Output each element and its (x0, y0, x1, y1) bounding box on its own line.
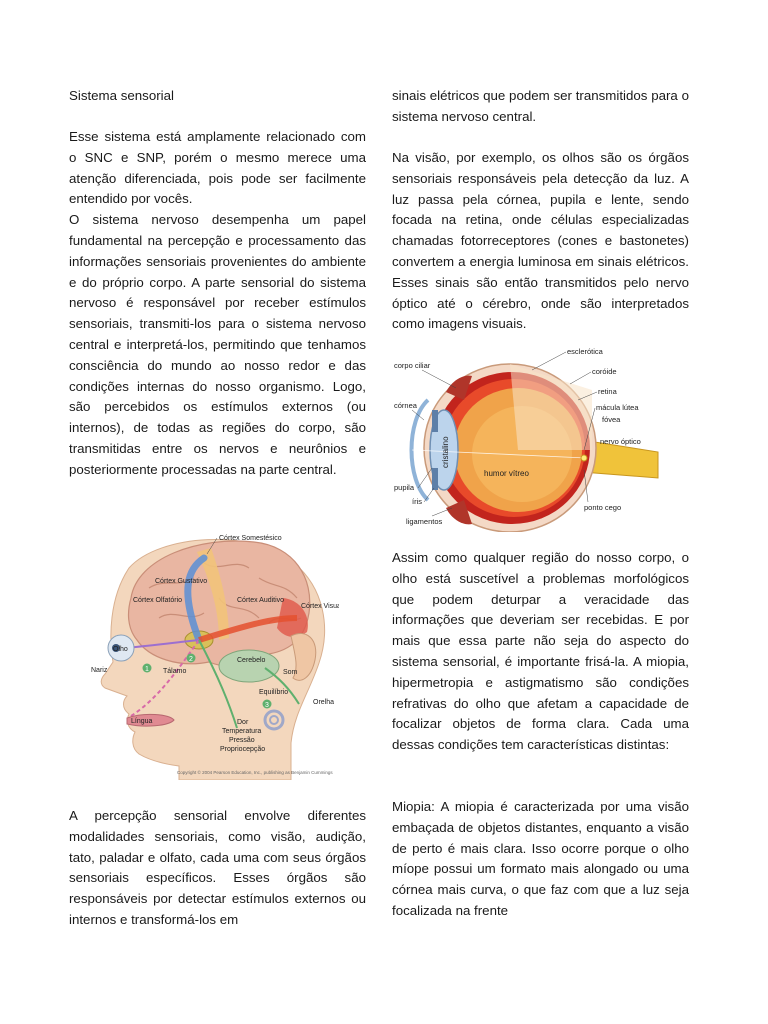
marker-3: 3 (265, 702, 269, 709)
label-pressao: Pressão (229, 737, 255, 744)
label-esclerotica: esclerótica (567, 347, 603, 356)
label-cerebelo: Cerebelo (237, 657, 266, 664)
paragraph-problemas: Assim como qualquer região do nosso corpo, o olho está suscetível a problemas morfológicos que podem deturpar a veracidade das informações que deveriam ser recebidas. E por mais que essa parte não seja do aspecto do sistema sensorial, é importante frisá-la. A miopia, hipermetropia e astigmatismo são condições refrativas do olho que afetam a capacidade de focalizar objetos de forma clara. Cada uma dessas condições tem características distintas: (392, 550, 689, 753)
eye-anatomy-figure (392, 340, 660, 537)
brain-senses-illustration (69, 528, 339, 780)
eye-anatomy-illustration (392, 340, 660, 532)
brain-senses-figure (69, 528, 339, 785)
label-cortex-olfatorio: Córtex Olfatório (133, 597, 183, 604)
copyright-note: Copyright © 2004 Pearson Education, Inc., publishing as Benjamin Cummings (177, 770, 333, 775)
label-equilibrio: Equilíbrio (259, 689, 289, 696)
label-coroide: coróide (592, 367, 617, 376)
paragraph-sistema-nervoso: O sistema nervoso desempenha um papel fundamental na percepção e processamento das informações sensoriais provenientes do ambiente e do próprio corpo. A parte sensorial do sistema nervoso é responsável por receber estímulos sensoriais, transmiti-los para o sistema nervoso central e interpretá-los, permitindo que tenhamos consciência do mundo ao nosso redor e das condições internas do nosso organismo. Logo, são percebidos os estímulos externos (ou internos), de todas as regiões do corpo, são transmitidas entre os nervos e neurônios e posteriormente processadas na parte central. (69, 212, 366, 477)
label-olho: Olho (113, 646, 128, 653)
marker-2: 2 (189, 656, 193, 663)
label-orelha: Orelha (313, 699, 335, 706)
section-title: Sistema sensorial (69, 88, 174, 103)
paragraph-miopia: Miopia: A miopia é caracterizada por uma visão embaçada de objetos distantes, enquanto a visão de perto é mais clara. Isso ocorre porque o olho míope possui um formato mais alongado ou uma córnea mais curva, o que faz com que a luz seja focalizada na frente (392, 799, 689, 918)
label-cortex-visual: Córtex Visual (301, 603, 339, 610)
label-pupila: pupila (394, 483, 415, 492)
cerebellum (219, 650, 279, 682)
label-lingua: Língua (131, 718, 153, 725)
label-dor: Dor (237, 719, 249, 726)
label-cristalino: cristalino (441, 436, 450, 468)
label-iris: íris (412, 497, 422, 506)
label-ligamentos: ligamentos (406, 517, 443, 526)
label-humor-vitreo: humor vítreo (484, 469, 529, 478)
paragraph-visao: Na visão, por exemplo, os olhos são os órgãos sensoriais responsáveis pela detecção da luz. A luz passa pela córnea, pupila e lente, sendo focada na retina, onde células especializadas chamadas fotorreceptores (cones e bastonetes) convertem a energia luminosa em sinais elétricos. Esses sinais são então transmitidos pelo nervo óptico até o cérebro, onde são interpretados como imagens visuais. (392, 150, 689, 332)
marker-1: 1 (145, 666, 149, 673)
label-nervo-optico: nervo óptico (600, 437, 641, 446)
label-fovea: fóvea (602, 415, 621, 424)
paragraph-sinais: sinais elétricos que podem ser transmitidos para o sistema nervoso central. (392, 88, 689, 124)
label-cortex-auditivo: Córtex Auditivo (237, 597, 285, 604)
label-cornea: córnea (394, 401, 417, 410)
label-macula: mácula lútea (596, 403, 639, 412)
paragraph-intro (69, 127, 366, 481)
label-talamo: Tálamo (163, 668, 187, 675)
paragraph-percepcao: A percepção sensorial envolve diferentes modalidades sensoriais, como visão, audição, tato, paladar e olfato, cada uma com seus órgãos sensoriais específicos. Esses órgãos são responsáveis por detectar estímulos externos ou internos e transformá-los em (69, 808, 366, 927)
label-propriocepcao: Propriocepção (220, 746, 266, 753)
label-cortex-somestesico: Córtex Somestésico (219, 535, 282, 542)
label-ponto-cego: ponto cego (584, 503, 622, 512)
paragraph-snc-snp: Esse sistema está amplamente relacionado com o SNC e SNP, porém o mesmo merece uma atenção diferenciada, pois pode ser facilmente entendido por vocês. (69, 129, 366, 207)
label-nariz: Nariz (91, 667, 108, 674)
label-retina: retina (598, 387, 617, 396)
label-cortex-gustativo: Córtex Gustativo (155, 578, 208, 585)
label-temperatura: Temperatura (222, 728, 262, 735)
label-som: Som (283, 669, 298, 676)
label-corpo-ciliar: corpo ciliar (394, 361, 431, 370)
